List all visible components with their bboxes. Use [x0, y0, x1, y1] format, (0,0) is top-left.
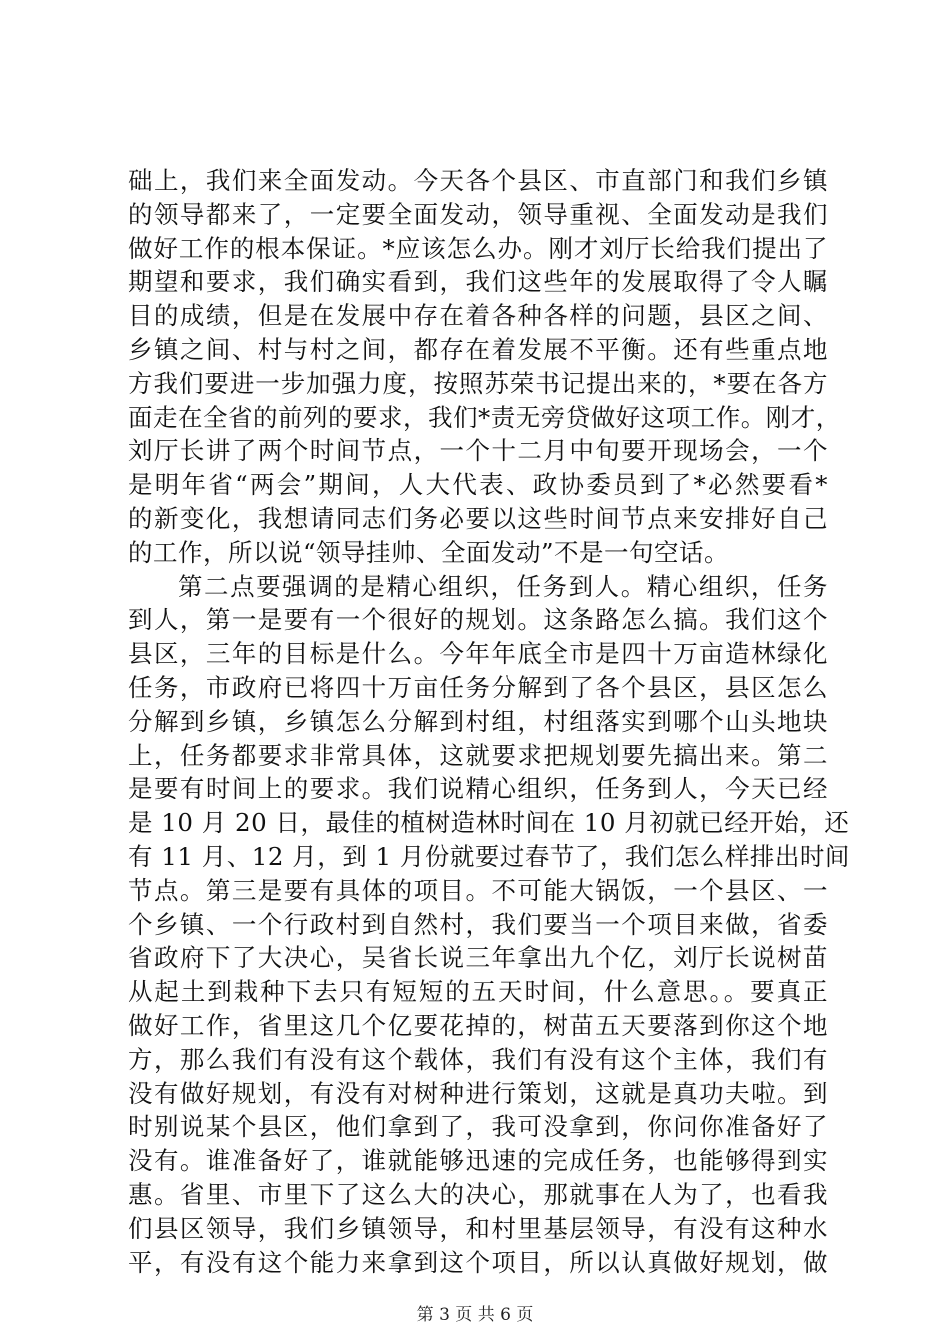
text-line: 方我们要进一步加强力度，按照苏荣书记提出来的，*要在各方 [128, 368, 828, 398]
text-line: 面走在全省的前列的要求，我们*责无旁贷做好这项工作。刚才， [128, 402, 841, 432]
text-line: 任务，市政府已将四十万亩任务分解到了各个县区，县区怎么 [128, 672, 828, 702]
text-line: 础上，我们来全面发动。今天各个县区、市直部门和我们乡镇 [128, 166, 828, 195]
text-line: 是明年省“两会”期间，人大代表、政协委员到了*必然要看* [128, 470, 828, 500]
text-line: 是 10 月 20 日，最佳的植树造林时间在 10 月初就已经开始，还 [128, 808, 850, 838]
text-line: 县区，三年的目标是什么。今年年底全市是四十万亩造林绿化 [128, 639, 828, 669]
text-line: 上，任务都要求非常具体，这就要求把规划要先搞出来。第二 [128, 740, 828, 770]
text-line: 做好工作的根本保证。*应该怎么办。刚才刘厅长给我们提出了 [128, 233, 828, 263]
text-line: 个乡镇、一个行政村到自然村，我们要当一个项目来做，省委 [128, 909, 828, 939]
text-line: 平，有没有这个能力来拿到这个项目，所以认真做好规划，做 [128, 1247, 828, 1277]
text-line: 期望和要求，我们确实看到，我们这些年的发展取得了令人瞩 [128, 267, 828, 297]
text-line: 们县区领导，我们乡镇领导，和村里基层领导，有没有这种水 [128, 1213, 828, 1243]
text-line: 没有做好规划，有没有对树种进行策划，这就是真功夫啦。到 [128, 1078, 828, 1108]
text-line: 是要有时间上的要求。我们说精心组织，任务到人，今天已经 [128, 774, 828, 804]
text-line: 到人，第一是要有一个很好的规划。这条路怎么搞。我们这个 [128, 605, 828, 635]
text-line: 做好工作，省里这几个亿要花掉的，树苗五天要落到你这个地 [128, 1010, 828, 1040]
page-footer: 第 3 页 共 6 页 [416, 1305, 534, 1325]
document-body [128, 164, 850, 1279]
text-line: 第二点要强调的是精心组织，任务到人。精心组织，任务 [178, 571, 828, 601]
text-line: 的工作，所以说“领导挂帅、全面发动”不是一句空话。 [128, 537, 730, 567]
text-line: 刘厅长讲了两个时间节点，一个十二月中旬要开现场会，一个 [128, 436, 828, 466]
text-line: 分解到乡镇，乡镇怎么分解到村组，村组落实到哪个山头地块 [128, 706, 828, 736]
text-line: 有 11 月、12 月，到 1 月份就要过春节了，我们怎么样排出时间 [128, 841, 850, 871]
text-line: 乡镇之间、村与村之间，都存在着发展不平衡。还有些重点地 [128, 334, 828, 364]
text-line: 方，那么我们有没有这个载体，我们有没有这个主体，我们有 [128, 1044, 828, 1074]
text-line: 从起土到栽种下去只有短短的五天时间，什么意思。。要真正 [128, 977, 828, 1007]
text-line: 省政府下了大决心，吴省长说三年拿出九个亿，刘厅长说树苗 [128, 943, 828, 973]
text-line: 的新变化，我想请同志们务必要以这些时间节点来安排好自己 [128, 503, 828, 533]
text-line: 目的成绩，但是在发展中存在着各种各样的问题，县区之间、 [128, 301, 828, 331]
text-line: 时别说某个县区，他们拿到了，我可没拿到，你问你准备好了 [128, 1112, 828, 1142]
text-line: 的领导都来了，一定要全面发动，领导重视、全面发动是我们 [128, 199, 828, 229]
text-line: 节点。第三是要有具体的项目。不可能大锅饭，一个县区、一 [128, 875, 828, 905]
text-line: 惠。省里、市里下了这么大的决心，那就事在人为了，也看我 [128, 1179, 828, 1209]
text-line: 没有。谁准备好了，谁就能够迅速的完成任务，也能够得到实 [128, 1146, 828, 1176]
